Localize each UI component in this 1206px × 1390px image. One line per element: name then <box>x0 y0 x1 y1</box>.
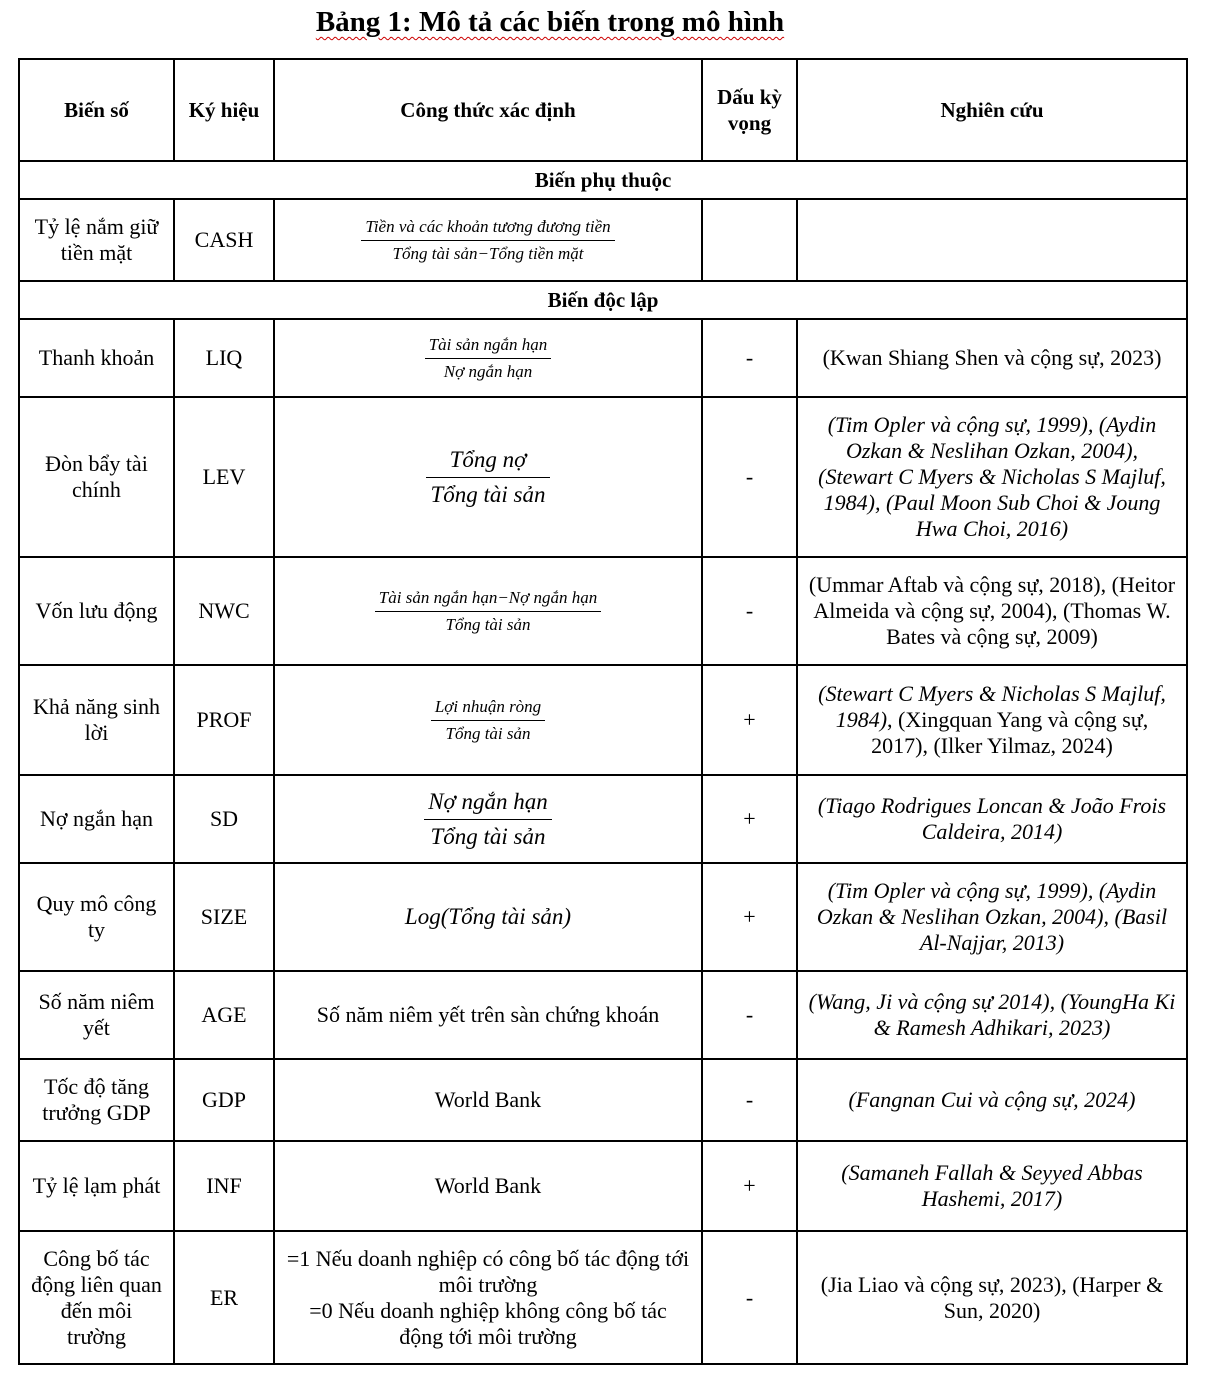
formula-fraction <box>425 334 552 383</box>
table-row-lev <box>19 397 1187 557</box>
research-cell: (Tiago Rodrigues Loncan & João Frois Caldeira, 2014) <box>797 775 1187 863</box>
header-variable: Biến số <box>19 59 174 161</box>
header-symbol: Ký hiệu <box>174 59 274 161</box>
formula-denominator: Tổng tài sản <box>430 481 546 507</box>
variable-cell: Vốn lưu động <box>19 557 174 665</box>
formula-log: Log(Tổng tài sản) <box>404 904 572 929</box>
formula-numerator: Lợi nhuận ròng <box>431 696 545 721</box>
symbol-cell: ER <box>174 1231 274 1364</box>
research-cell: (Tim Opler và cộng sự, 1999), (Aydin Ozkan & Neslihan Ozkan, 2004), (Stewart C Myers & Nicholas S Majluf, 1984), (Paul Moon Sub Choi & Joung Hwa Choi, 2016) <box>797 397 1187 557</box>
sign-cell: - <box>702 971 797 1059</box>
formula-fraction <box>375 587 601 636</box>
research-cell: (Kwan Shiang Shen và cộng sự, 2023) <box>797 319 1187 397</box>
table-row-nwc <box>19 557 1187 665</box>
header-formula: Công thức xác định <box>274 59 702 161</box>
research-cell: (Samaneh Fallah & Seyyed Abbas Hashemi, 2017) <box>797 1141 1187 1231</box>
formula-denominator: Tổng tài sản <box>430 823 546 849</box>
header-sign: Dấu kỳ vọng <box>702 59 797 161</box>
formula-line-2: =0 Nếu doanh nghiệp không công bố tác động tới môi trường <box>309 1297 667 1349</box>
table-row-cash <box>19 199 1187 281</box>
sign-cell: + <box>702 775 797 863</box>
research-cell: (Fangnan Cui và cộng sự, 2024) <box>797 1059 1187 1141</box>
sign-cell: + <box>702 1141 797 1231</box>
formula-denominator: Tổng tài sản <box>445 614 531 634</box>
formula-denominator: Nợ ngắn hạn <box>443 361 533 381</box>
variable-cell: Tốc độ tăng trưởng GDP <box>19 1059 174 1141</box>
section-dependent <box>19 161 1187 199</box>
header-research: Nghiên cứu <box>797 59 1187 161</box>
sign-cell: + <box>702 665 797 775</box>
formula-cell <box>274 397 702 557</box>
formula-cell <box>274 1231 702 1364</box>
sign-cell: - <box>702 557 797 665</box>
symbol-cell: GDP <box>174 1059 274 1141</box>
research-italic-part: (Stewart C Myers & Nicholas S Majluf, 1984) <box>818 681 1166 732</box>
formula-cell <box>274 665 702 775</box>
formula-numerator: Nợ ngắn hạn <box>424 787 552 820</box>
formula-numerator: Tiền và các khoản tương đương tiền <box>361 216 614 241</box>
variable-cell: Công bố tác động liên quan đến môi trường <box>19 1231 174 1364</box>
table-row-gdp <box>19 1059 1187 1141</box>
formula-cell <box>274 557 702 665</box>
research-cell <box>797 199 1187 281</box>
formula-fraction <box>424 787 552 852</box>
research-cell <box>797 665 1187 775</box>
sign-cell: - <box>702 397 797 557</box>
research-cell: (Tim Opler và cộng sự, 1999), (Aydin Ozkan & Neslihan Ozkan, 2004), (Basil Al-Najjar, 2013) <box>797 863 1187 971</box>
table-row-age <box>19 971 1187 1059</box>
formula-numerator: Tài sản ngắn hạn <box>425 334 552 359</box>
symbol-cell: LIQ <box>174 319 274 397</box>
symbol-cell: SD <box>174 775 274 863</box>
variables-table <box>18 58 1188 1365</box>
variable-cell: Quy mô công ty <box>19 863 174 971</box>
symbol-cell: NWC <box>174 557 274 665</box>
research-cell: (Wang, Ji và cộng sự 2014), (YoungHa Ki & Ramesh Adhikari, 2023) <box>797 971 1187 1059</box>
formula-numerator: Tổng nợ <box>426 445 549 478</box>
variable-cell: Nợ ngắn hạn <box>19 775 174 863</box>
table-row-sd <box>19 775 1187 863</box>
formula-cell: World Bank <box>274 1141 702 1231</box>
symbol-cell: CASH <box>174 199 274 281</box>
symbol-cell: AGE <box>174 971 274 1059</box>
formula-cell <box>274 199 702 281</box>
symbol-cell: PROF <box>174 665 274 775</box>
formula-line-1: =1 Nếu doanh nghiệp có công bố tác động tới môi trường <box>286 1245 690 1297</box>
table-row-er <box>19 1231 1187 1364</box>
variable-cell: Thanh khoản <box>19 319 174 397</box>
sign-cell: + <box>702 863 797 971</box>
research-plain-part: , (Xingquan Yang và cộng sự, 2017), (Ilker Yilmaz, 2024) <box>871 707 1149 758</box>
sign-cell <box>702 199 797 281</box>
table-title: Bảng 1: Mô tả các biến trong mô hình <box>315 6 785 38</box>
variable-cell: Đòn bẩy tài chính <box>19 397 174 557</box>
sign-cell: - <box>702 1059 797 1141</box>
symbol-cell: INF <box>174 1141 274 1231</box>
formula-cell <box>274 319 702 397</box>
table-row-prof <box>19 665 1187 775</box>
table-row-inf <box>19 1141 1187 1231</box>
formula-cell: Số năm niêm yết trên sàn chứng khoán <box>274 971 702 1059</box>
section-dependent-label: Biến phụ thuộc <box>19 161 1187 199</box>
section-independent-label: Biến độc lập <box>19 281 1187 319</box>
variable-cell: Tỷ lệ nắm giữ tiền mặt <box>19 199 174 281</box>
formula-cell: World Bank <box>274 1059 702 1141</box>
formula-fraction <box>361 216 614 265</box>
section-independent <box>19 281 1187 319</box>
sign-cell: - <box>702 319 797 397</box>
sign-cell: - <box>702 1231 797 1364</box>
formula-cell <box>274 863 702 971</box>
header-row <box>19 59 1187 161</box>
formula-fraction <box>431 696 545 745</box>
formula-numerator: Tài sản ngắn hạn−Nợ ngắn hạn <box>375 587 601 612</box>
variable-cell: Khả năng sinh lời <box>19 665 174 775</box>
symbol-cell: LEV <box>174 397 274 557</box>
formula-cell <box>274 775 702 863</box>
table-row-size <box>19 863 1187 971</box>
formula-denominator: Tổng tài sản−Tổng tiền mặt <box>392 243 584 263</box>
research-cell: (Ummar Aftab và cộng sự, 2018), (Heitor Almeida và cộng sự, 2004), (Thomas W. Bates và cộng sự, 2009) <box>797 557 1187 665</box>
research-cell: (Jia Liao và cộng sự, 2023), (Harper & Sun, 2020) <box>797 1231 1187 1364</box>
formula-denominator: Tổng tài sản <box>445 723 531 743</box>
symbol-cell: SIZE <box>174 863 274 971</box>
formula-fraction <box>426 445 549 510</box>
variable-cell: Tỷ lệ lạm phát <box>19 1141 174 1231</box>
table-row-liq <box>19 319 1187 397</box>
variable-cell: Số năm niêm yết <box>19 971 174 1059</box>
